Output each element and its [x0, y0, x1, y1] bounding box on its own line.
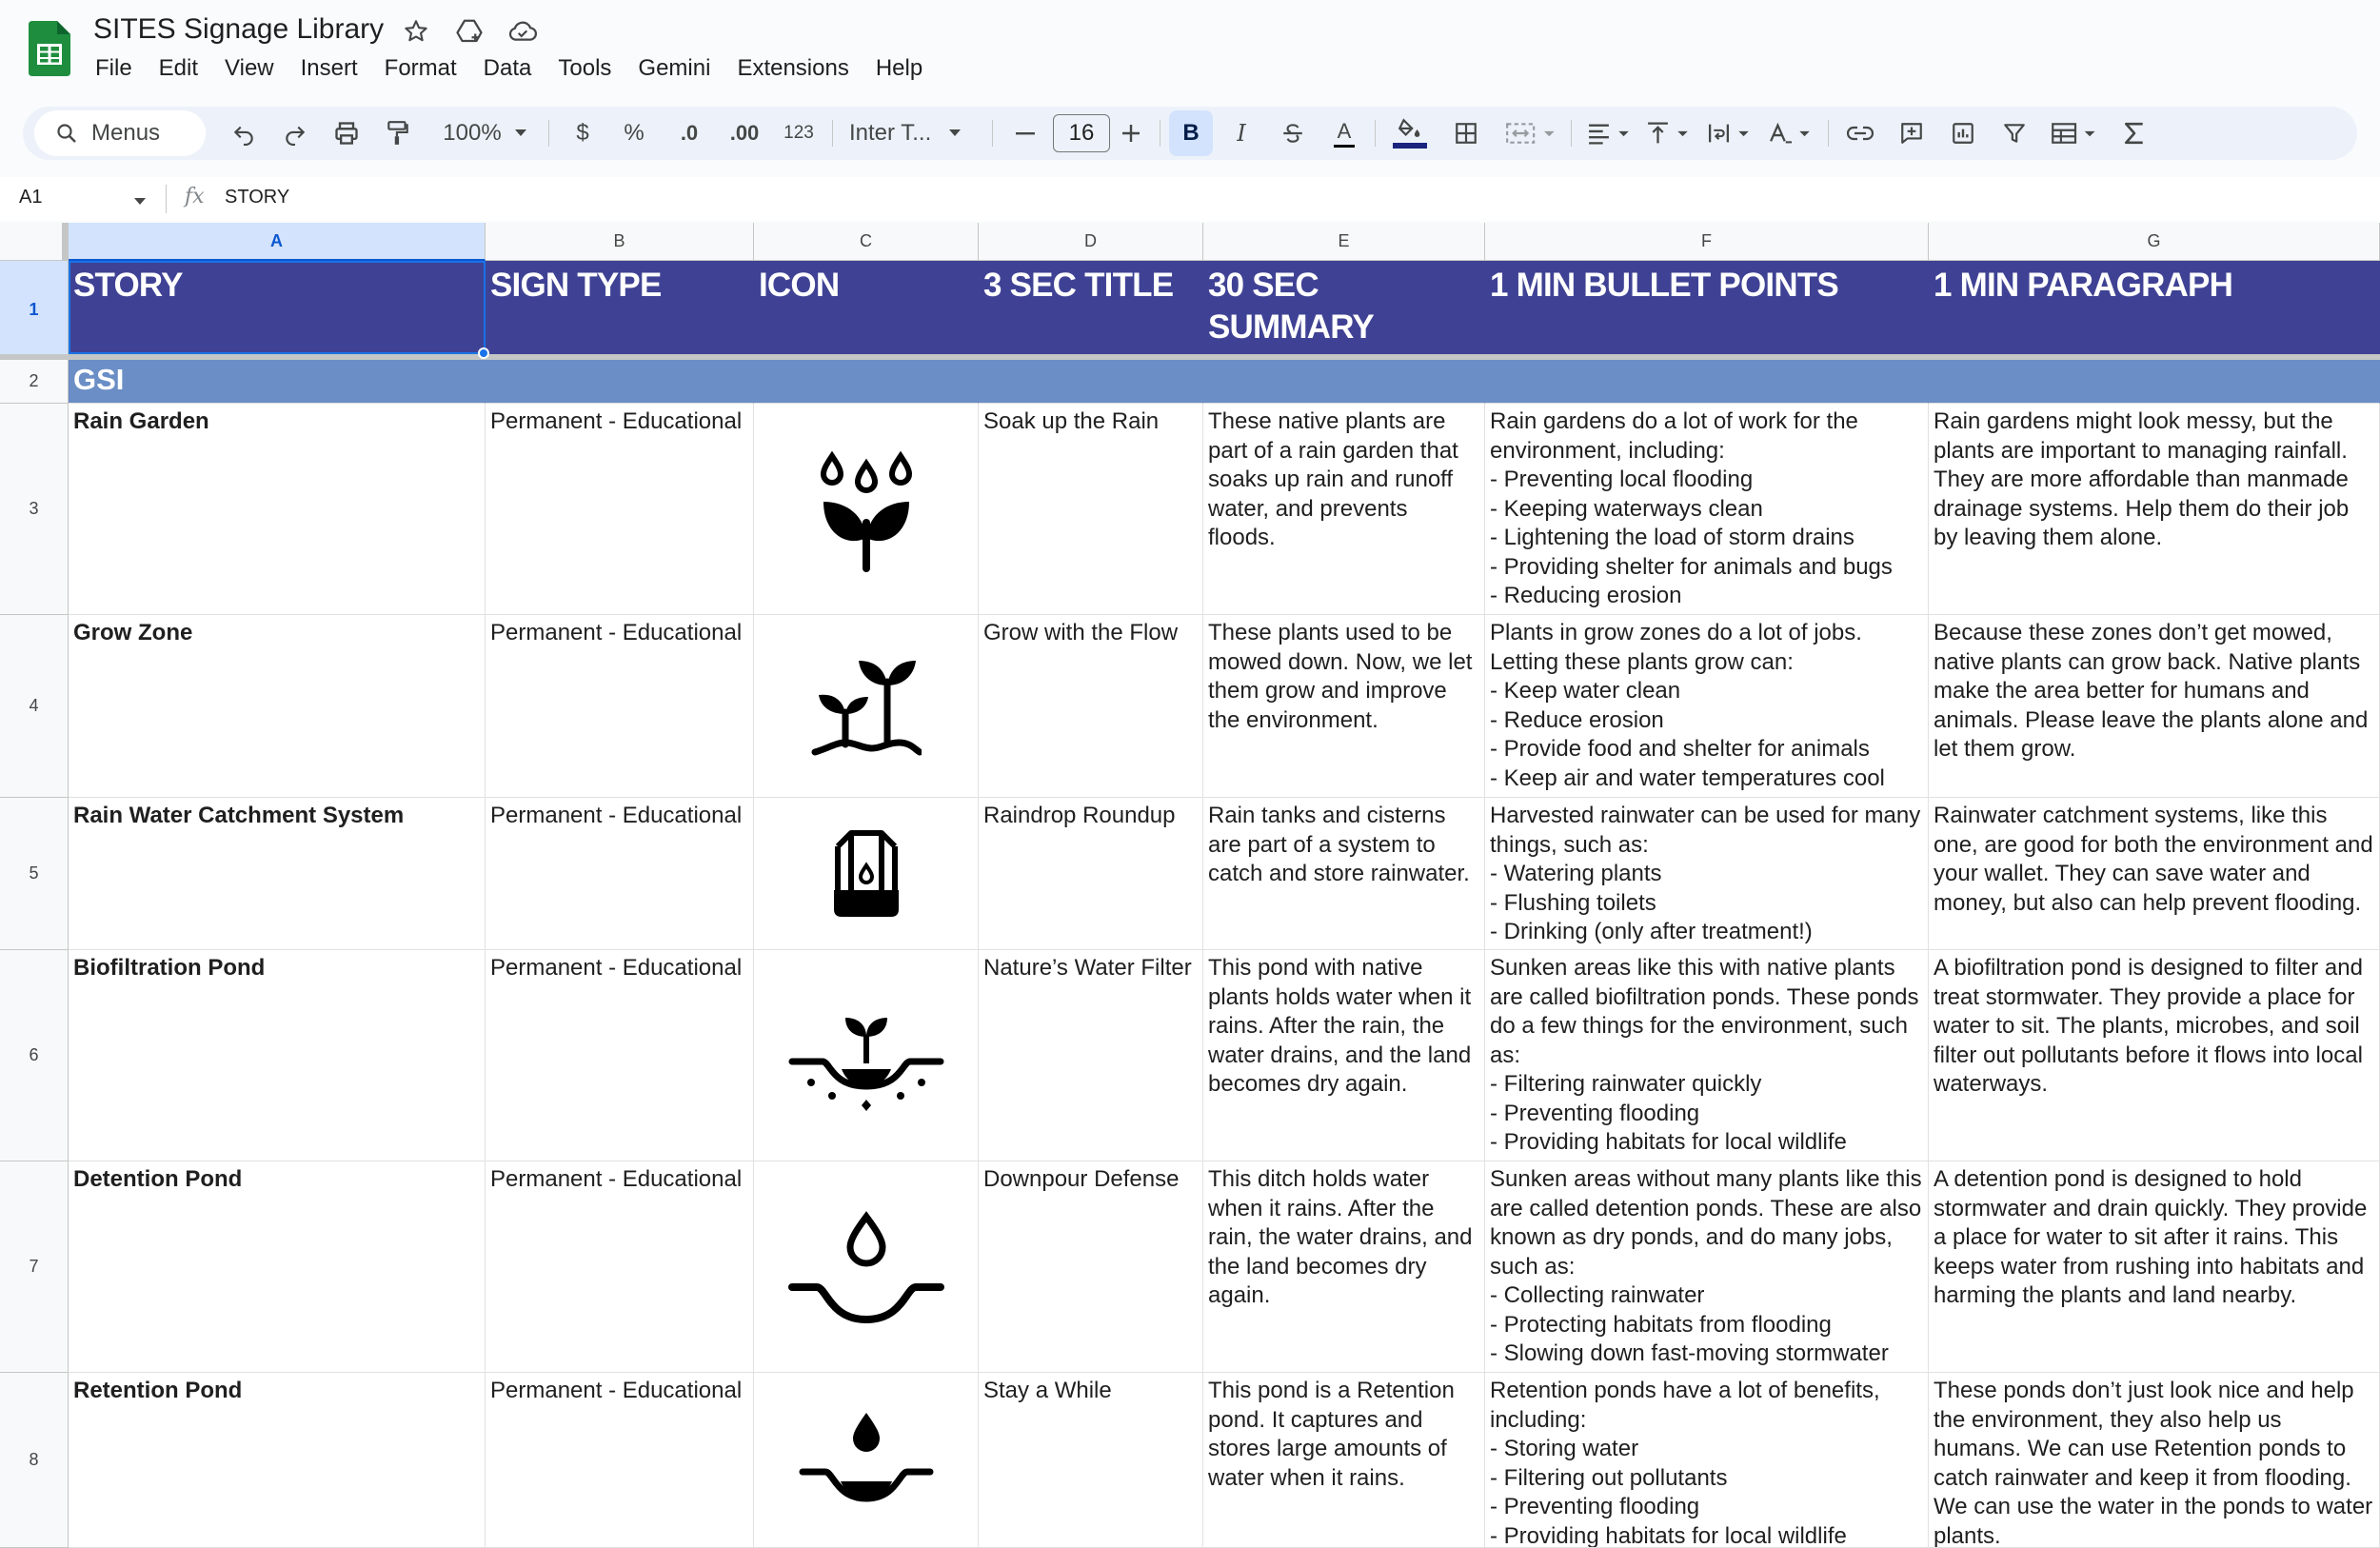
- row-header-8[interactable]: 8: [0, 1373, 69, 1548]
- icon-cell[interactable]: [754, 950, 979, 1161]
- undo-icon[interactable]: [223, 107, 265, 160]
- menu-gemini[interactable]: Gemini: [638, 55, 711, 81]
- bullets-cell[interactable]: Rain gardens do a lot of work for the environment, including: - Preventing local flooding - Keeping waterways clean - Lightening the load of storm drains - Providing shelter for animals and bugs - Reducing erosion: [1485, 404, 1929, 615]
- paragraph-cell[interactable]: These ponds don’t just look nice and help the environment, they also help us humans. We can use Retention ponds to catch rainwater and keep it from flooding. We can use the water in the ponds to water plants.: [1929, 1373, 2380, 1548]
- move-to-drive-icon[interactable]: [453, 15, 486, 48]
- column-header-e[interactable]: E: [1203, 223, 1485, 261]
- sign-type-cell[interactable]: Permanent - Educational: [486, 1373, 754, 1548]
- decrease-decimal-button[interactable]: [666, 107, 712, 160]
- italic-button[interactable]: [1220, 107, 1262, 160]
- sign-type-cell[interactable]: Permanent - Educational: [486, 1161, 754, 1373]
- title-cell[interactable]: Stay a While: [979, 1373, 1203, 1548]
- rain-garden-icon: [814, 443, 919, 576]
- zoom-select[interactable]: [434, 107, 510, 160]
- header-cell-3-sec-title[interactable]: 3 SEC TITLE: [979, 261, 1203, 354]
- title-cell[interactable]: Raindrop Roundup: [979, 798, 1203, 950]
- cloud-saved-icon[interactable]: [506, 15, 539, 48]
- section-cell[interactable]: [1203, 360, 1485, 404]
- bold-button[interactable]: [1169, 110, 1213, 156]
- sign-type-cell[interactable]: Permanent - Educational: [486, 404, 754, 615]
- icon-cell[interactable]: [754, 798, 979, 950]
- section-cell[interactable]: [1485, 360, 1929, 404]
- vertical-align-icon[interactable]: [1641, 107, 1698, 160]
- search-icon: [55, 122, 78, 145]
- bullets-cell[interactable]: Retention ponds have a lot of benefits, including: - Storing water - Filtering out pollutants - Preventing flooding - Providing habitats for local wildlife: [1485, 1373, 1929, 1548]
- functions-icon[interactable]: [2113, 107, 2155, 160]
- toolbar: [23, 107, 2357, 160]
- paragraph-cell[interactable]: Rain gardens might look messy, but the plants are important to managing rainfall. They are more affordable than manmade drainage systems. Help them do their job by leaving them alone.: [1929, 404, 2380, 615]
- font-size-input[interactable]: [1053, 114, 1110, 152]
- menu-format[interactable]: Format: [384, 55, 457, 81]
- biofiltration-pond-icon: [788, 997, 944, 1115]
- fill-color-icon[interactable]: [1386, 107, 1434, 160]
- column-header-g[interactable]: G: [1929, 223, 2380, 261]
- column-header-d[interactable]: D: [979, 223, 1203, 261]
- icon-cell[interactable]: [754, 1373, 979, 1548]
- row-header-5[interactable]: 5: [0, 798, 69, 950]
- menu-help[interactable]: Help: [875, 55, 923, 81]
- text-color-button[interactable]: [1323, 107, 1365, 160]
- font-family-select[interactable]: [849, 107, 973, 160]
- more-formats-label: 123: [783, 123, 814, 143]
- percent-label: %: [624, 120, 645, 146]
- chevron-down-icon[interactable]: [506, 107, 535, 160]
- sign-type-cell[interactable]: Permanent - Educational: [486, 615, 754, 798]
- summary-cell[interactable]: This pond with native plants holds water when it rains. After the rain, the water drains, and the land becomes dry again.: [1203, 950, 1485, 1161]
- row-header-2[interactable]: 2: [0, 360, 69, 404]
- header-cell-story[interactable]: STORY: [69, 261, 486, 354]
- strikethrough-icon[interactable]: [1272, 107, 1314, 160]
- text-color-label: A: [1337, 118, 1352, 143]
- icon-cell[interactable]: [754, 615, 979, 798]
- currency-format-button[interactable]: [564, 107, 602, 160]
- horizontal-align-icon[interactable]: [1582, 107, 1639, 160]
- header-cell-30-sec-summary[interactable]: 30 SEC SUMMARY: [1203, 261, 1485, 354]
- section-cell[interactable]: [1929, 360, 2380, 404]
- more-formats-button[interactable]: [777, 107, 821, 160]
- row-header-1[interactable]: 1: [0, 261, 69, 360]
- story-cell[interactable]: Grow Zone: [69, 615, 486, 798]
- section-cell[interactable]: [979, 360, 1203, 404]
- fill-handle[interactable]: [478, 347, 489, 359]
- percent-format-button[interactable]: [615, 107, 653, 160]
- section-cell[interactable]: [754, 360, 979, 404]
- spreadsheet-grid: [0, 223, 2380, 1548]
- italic-label: I: [1237, 120, 1246, 147]
- menu-file[interactable]: File: [95, 55, 132, 81]
- icon-cell[interactable]: [754, 404, 979, 615]
- story-cell[interactable]: Detention Pond: [69, 1161, 486, 1373]
- bullets-cell[interactable]: Plants in grow zones do a lot of jobs. Letting these plants grow can: - Keep water clean - Reduce erosion - Provide food and shelter for animals - Keep air and water temperatures cool: [1485, 615, 1929, 798]
- decrease-font-size-button[interactable]: [1005, 107, 1047, 160]
- summary-cell[interactable]: These plants used to be mowed down. Now, we let them grow and improve the environment.: [1203, 615, 1485, 798]
- menu-insert[interactable]: Insert: [300, 55, 358, 81]
- summary-cell[interactable]: Rain tanks and cisterns are part of a system to catch and store rainwater.: [1203, 798, 1485, 950]
- header-cell-1-min-paragraph[interactable]: 1 MIN PARAGRAPH: [1929, 261, 2380, 354]
- menu-view[interactable]: View: [225, 55, 274, 81]
- paragraph-cell[interactable]: A detention pond is designed to hold stormwater and drain quickly. They provide a place for water to sit after it rains. This keeps water from rushing into habitats and harming the plants and land nearby.: [1929, 1161, 2380, 1373]
- column-header-f[interactable]: F: [1485, 223, 1929, 261]
- formula-bar: [0, 177, 2380, 221]
- font-family-value: Inter T...: [849, 120, 932, 146]
- header-cell-1-min-bullets[interactable]: 1 MIN BULLET POINTS: [1485, 261, 1929, 354]
- font-size-value: 16: [1068, 120, 1095, 146]
- summary-cell[interactable]: These native plants are part of a rain garden that soaks up rain and runoff water, and prevents floods.: [1203, 404, 1485, 615]
- search-menus[interactable]: [34, 110, 206, 156]
- title-cell[interactable]: Soak up the Rain: [979, 404, 1203, 615]
- filter-icon[interactable]: [1993, 107, 2035, 160]
- top-bar: [0, 0, 2380, 97]
- insert-link-icon[interactable]: [1839, 107, 1881, 160]
- table-view-icon[interactable]: [2045, 107, 2106, 160]
- row-header-7[interactable]: 7: [0, 1161, 69, 1373]
- section-cell-gsi[interactable]: GSI: [69, 360, 486, 404]
- section-cell[interactable]: [486, 360, 754, 404]
- formula-input[interactable]: STORY: [225, 187, 290, 208]
- summary-cell[interactable]: This pond is a Retention pond. It captures and stores large amounts of water when it rains.: [1203, 1373, 1485, 1548]
- menu-data[interactable]: Data: [483, 55, 532, 81]
- print-icon[interactable]: [326, 107, 367, 160]
- icon-cell[interactable]: [754, 1161, 979, 1373]
- name-box[interactable]: A1: [19, 187, 43, 208]
- story-cell[interactable]: Retention Pond: [69, 1373, 486, 1548]
- header-cell-sign-type[interactable]: SIGN TYPE: [486, 261, 754, 354]
- search-label: Menus: [91, 120, 161, 146]
- story-cell[interactable]: Rain Water Catchment System: [69, 798, 486, 950]
- zoom-value: 100%: [443, 120, 502, 146]
- increase-decimal-label: .00: [729, 121, 760, 145]
- fx-icon: fx: [185, 185, 205, 208]
- menu-bar: [82, 53, 936, 84]
- column-header-c[interactable]: C: [754, 223, 979, 261]
- star-icon[interactable]: [400, 15, 432, 48]
- column-header-a[interactable]: A: [69, 223, 486, 261]
- sheets-logo-icon[interactable]: [29, 21, 70, 76]
- summary-cell[interactable]: This ditch holds water when it rains. After the rain, the water drains, and the land becomes dry again.: [1203, 1161, 1485, 1373]
- text-wrapping-icon[interactable]: [1702, 107, 1759, 160]
- currency-label: $: [576, 120, 589, 146]
- redo-icon[interactable]: [274, 107, 316, 160]
- menu-tools[interactable]: Tools: [558, 55, 612, 81]
- row-header-6[interactable]: 6: [0, 950, 69, 1161]
- document-title[interactable]: SITES Signage Library: [93, 13, 385, 45]
- paint-format-icon[interactable]: [377, 107, 419, 160]
- chevron-down-icon[interactable]: [133, 194, 147, 211]
- retention-pond-icon: [799, 1403, 934, 1518]
- story-cell[interactable]: Biofiltration Pond: [69, 950, 486, 1161]
- select-all-corner[interactable]: [0, 223, 69, 261]
- menu-edit[interactable]: Edit: [158, 55, 199, 81]
- row-header-4[interactable]: 4: [0, 615, 69, 798]
- increase-decimal-button[interactable]: [718, 107, 771, 160]
- insert-chart-icon[interactable]: [1942, 107, 1984, 160]
- menu-extensions[interactable]: Extensions: [737, 55, 849, 81]
- sprouts-icon: [811, 653, 922, 760]
- paragraph-cell[interactable]: Because these zones don’t get mowed, native plants can grow back. Native plants make the area better for humans and animals. Please leave the plants alone and let them grow.: [1929, 615, 2380, 798]
- title-cell[interactable]: Nature’s Water Filter: [979, 950, 1203, 1161]
- header-cell-icon[interactable]: ICON: [754, 261, 979, 354]
- water-tank-icon: [826, 827, 906, 921]
- bullets-cell[interactable]: Sunken areas without many plants like this are called detention ponds. These are also known as dry ponds, and do many jobs, such as: - Collecting rainwater - Protecting habitats from flooding - Slowing down fast-moving stormwater: [1485, 1161, 1929, 1373]
- bold-label: B: [1182, 120, 1200, 146]
- chevron-down-icon: [948, 129, 962, 138]
- bullets-cell[interactable]: Sunken areas like this with native plants are called biofiltration ponds. These ponds do a few things for the environment, such as: - Filtering rainwater quickly - Preventing flooding - Providing habitats for local wildlife: [1485, 950, 1929, 1161]
- story-cell[interactable]: Rain Garden: [69, 404, 486, 615]
- row-header-3[interactable]: 3: [0, 404, 69, 615]
- paragraph-cell[interactable]: Rainwater catchment systems, like this one, are good for both the environment and your wallet. They can save water and money, but also can help prevent flooding.: [1929, 798, 2380, 950]
- bullets-cell[interactable]: Harvested rainwater can be used for many things, such as: - Watering plants - Flushing toilets - Drinking (only after treatment!): [1485, 798, 1929, 950]
- increase-font-size-button[interactable]: [1110, 107, 1152, 160]
- title-cell[interactable]: Grow with the Flow: [979, 615, 1203, 798]
- title-cell[interactable]: Downpour Defense: [979, 1161, 1203, 1373]
- decrease-decimal-label: .0: [680, 121, 699, 145]
- detention-pond-icon: [788, 1205, 944, 1329]
- borders-icon[interactable]: [1445, 107, 1487, 160]
- paragraph-cell[interactable]: A biofiltration pond is designed to filter and treat stormwater. They provide a place for water to sit. The plants, microbes, and soil filter out pollutants before it flows into local waterways.: [1929, 950, 2380, 1161]
- insert-comment-icon[interactable]: [1891, 107, 1933, 160]
- sign-type-cell[interactable]: Permanent - Educational: [486, 798, 754, 950]
- merge-cells-icon[interactable]: [1498, 107, 1565, 160]
- sign-type-cell[interactable]: Permanent - Educational: [486, 950, 754, 1161]
- column-header-b[interactable]: B: [486, 223, 754, 261]
- text-rotation-icon[interactable]: [1763, 107, 1820, 160]
